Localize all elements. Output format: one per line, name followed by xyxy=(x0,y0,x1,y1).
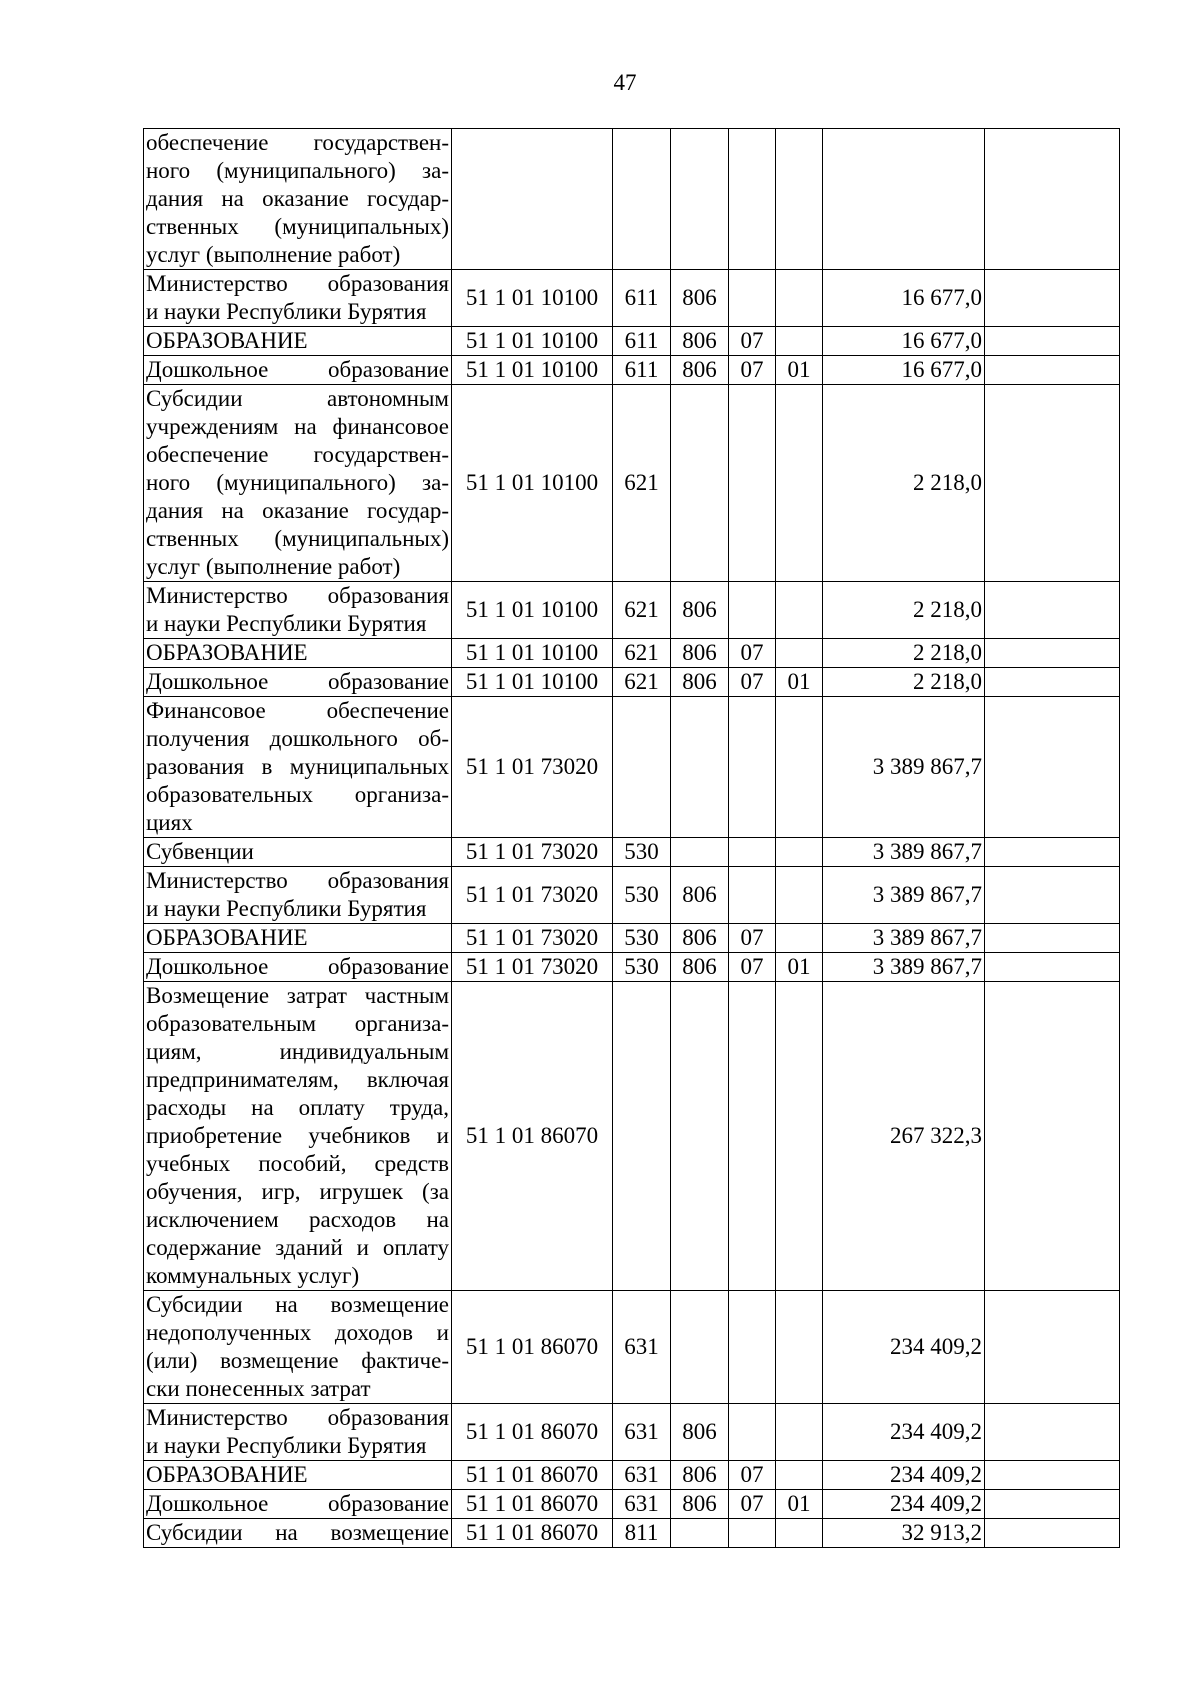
amount-cell: 3 389 867,7 xyxy=(823,924,985,953)
section-code-cell: 07 xyxy=(729,639,776,668)
row-name-cell xyxy=(144,1404,452,1461)
row-name-cell xyxy=(144,924,452,953)
amount-cell: 234 409,2 xyxy=(823,1490,985,1519)
table-row xyxy=(144,867,1120,924)
empty-column-cell xyxy=(985,327,1120,356)
table-row xyxy=(144,1291,1120,1404)
amount-cell: 16 677,0 xyxy=(823,356,985,385)
expense-type-code-cell: 621 xyxy=(613,668,671,697)
ministry-code-cell xyxy=(671,1519,729,1548)
empty-column-cell xyxy=(985,639,1120,668)
amount-cell: 3 389 867,7 xyxy=(823,867,985,924)
section-code-cell xyxy=(729,270,776,327)
expense-type-code-cell xyxy=(613,982,671,1291)
row-name: ОБРАЗОВАНИЕ xyxy=(146,328,308,353)
row-name: Дошкольное образование xyxy=(146,669,449,694)
row-name-cell xyxy=(144,1490,452,1519)
target-article-code-cell: 51 1 01 10100 xyxy=(452,668,613,697)
section-code-cell: 07 xyxy=(729,1490,776,1519)
target-article-code-cell: 51 1 01 10100 xyxy=(452,356,613,385)
row-name: Министерство образования и науки Республики Бурятия xyxy=(146,271,449,324)
row-name-cell xyxy=(144,385,452,582)
section-code-cell: 07 xyxy=(729,953,776,982)
section-code-cell: 07 xyxy=(729,924,776,953)
target-article-code-cell: 51 1 01 10100 xyxy=(452,385,613,582)
subsection-code-cell xyxy=(776,1291,823,1404)
row-name-cell xyxy=(144,356,452,385)
ministry-code-cell: 806 xyxy=(671,582,729,639)
amount-cell: 267 322,3 xyxy=(823,982,985,1291)
table-row xyxy=(144,668,1120,697)
row-name: Дошкольное образование xyxy=(146,357,449,382)
ministry-code-cell xyxy=(671,838,729,867)
target-article-code-cell xyxy=(452,129,613,270)
amount-cell: 2 218,0 xyxy=(823,639,985,668)
subsection-code-cell xyxy=(776,129,823,270)
row-name-cell xyxy=(144,582,452,639)
section-code-cell xyxy=(729,129,776,270)
ministry-code-cell: 806 xyxy=(671,867,729,924)
section-code-cell xyxy=(729,982,776,1291)
subsection-code-cell xyxy=(776,838,823,867)
ministry-code-cell xyxy=(671,385,729,582)
section-code-cell xyxy=(729,1404,776,1461)
expense-type-code-cell: 530 xyxy=(613,838,671,867)
row-name: Субсидии автономным учреждениям на финансовое обеспечение государствен- ного (муниципального) за- дания на оказание государ- ственных (муниципальных) услуг (выполнение работ) xyxy=(146,386,449,579)
target-article-code-cell: 51 1 01 10100 xyxy=(452,327,613,356)
table-row xyxy=(144,327,1120,356)
table-row xyxy=(144,1404,1120,1461)
table-row xyxy=(144,838,1120,867)
expense-type-code-cell xyxy=(613,697,671,838)
row-name-cell xyxy=(144,639,452,668)
section-code-cell xyxy=(729,582,776,639)
ministry-code-cell: 806 xyxy=(671,1461,729,1490)
target-article-code-cell: 51 1 01 73020 xyxy=(452,953,613,982)
subsection-code-cell xyxy=(776,270,823,327)
expense-type-code-cell: 530 xyxy=(613,953,671,982)
target-article-code-cell: 51 1 01 73020 xyxy=(452,924,613,953)
subsection-code-cell: 01 xyxy=(776,356,823,385)
amount-cell xyxy=(823,129,985,270)
subsection-code-cell xyxy=(776,867,823,924)
row-name-cell xyxy=(144,953,452,982)
target-article-code-cell: 51 1 01 73020 xyxy=(452,838,613,867)
amount-cell: 234 409,2 xyxy=(823,1404,985,1461)
row-name: Возмещение затрат частным образовательным организа- циям, индивидуальным предпринимателям, включая расходы на оплату труда, приобретение учебников и учебных пособий, средств обучения, игр, игрушек (за исключением расходов на содержание зданий и оплату коммунальных услуг) xyxy=(146,983,449,1288)
expense-type-code-cell: 631 xyxy=(613,1291,671,1404)
empty-column-cell xyxy=(985,982,1120,1291)
row-name: ОБРАЗОВАНИЕ xyxy=(146,640,308,665)
target-article-code-cell: 51 1 01 86070 xyxy=(452,1404,613,1461)
row-name-cell xyxy=(144,867,452,924)
expense-type-code-cell: 631 xyxy=(613,1404,671,1461)
target-article-code-cell: 51 1 01 86070 xyxy=(452,1291,613,1404)
row-name-cell xyxy=(144,129,452,270)
row-name: Субвенции xyxy=(146,839,254,864)
row-name: Министерство образования и науки Республики Бурятия xyxy=(146,1405,449,1458)
target-article-code-cell: 51 1 01 73020 xyxy=(452,697,613,838)
subsection-code-cell xyxy=(776,582,823,639)
subsection-code-cell xyxy=(776,639,823,668)
target-article-code-cell: 51 1 01 86070 xyxy=(452,1490,613,1519)
amount-cell: 234 409,2 xyxy=(823,1291,985,1404)
empty-column-cell xyxy=(985,1519,1120,1548)
table-row xyxy=(144,385,1120,582)
amount-cell: 3 389 867,7 xyxy=(823,953,985,982)
amount-cell: 3 389 867,7 xyxy=(823,697,985,838)
subsection-code-cell: 01 xyxy=(776,1490,823,1519)
row-name-cell xyxy=(144,1461,452,1490)
table-row xyxy=(144,697,1120,838)
table-row xyxy=(144,582,1120,639)
expense-type-code-cell: 611 xyxy=(613,327,671,356)
ministry-code-cell: 806 xyxy=(671,270,729,327)
section-code-cell xyxy=(729,838,776,867)
amount-cell: 32 913,2 xyxy=(823,1519,985,1548)
row-name: ОБРАЗОВАНИЕ xyxy=(146,1462,308,1487)
subsection-code-cell xyxy=(776,1461,823,1490)
empty-column-cell xyxy=(985,385,1120,582)
row-name: Финансовое обеспечение получения дошкольного об- разования в муниципальных образовательных организа- циях xyxy=(146,698,449,835)
empty-column-cell xyxy=(985,838,1120,867)
table-row xyxy=(144,924,1120,953)
ministry-code-cell: 806 xyxy=(671,356,729,385)
target-article-code-cell: 51 1 01 10100 xyxy=(452,270,613,327)
row-name-cell xyxy=(144,838,452,867)
amount-cell: 234 409,2 xyxy=(823,1461,985,1490)
subsection-code-cell xyxy=(776,924,823,953)
empty-column-cell xyxy=(985,1404,1120,1461)
ministry-code-cell xyxy=(671,697,729,838)
ministry-code-cell: 806 xyxy=(671,639,729,668)
section-code-cell: 07 xyxy=(729,356,776,385)
section-code-cell xyxy=(729,1519,776,1548)
row-name: Дошкольное образование xyxy=(146,1491,449,1516)
empty-column-cell xyxy=(985,867,1120,924)
row-name: Дошкольное образование xyxy=(146,954,449,979)
row-name: Министерство образования и науки Республики Бурятия xyxy=(146,868,449,921)
empty-column-cell xyxy=(985,270,1120,327)
expense-type-code-cell: 621 xyxy=(613,385,671,582)
row-name: Министерство образования и науки Республики Бурятия xyxy=(146,583,449,636)
expense-type-code-cell: 631 xyxy=(613,1490,671,1519)
target-article-code-cell: 51 1 01 86070 xyxy=(452,1461,613,1490)
ministry-code-cell xyxy=(671,129,729,270)
ministry-code-cell: 806 xyxy=(671,1404,729,1461)
section-code-cell xyxy=(729,867,776,924)
row-name: Субсидии на возмещение xyxy=(146,1520,449,1545)
table-row xyxy=(144,982,1120,1291)
amount-cell: 2 218,0 xyxy=(823,385,985,582)
budget-table-body xyxy=(144,129,1120,1548)
section-code-cell: 07 xyxy=(729,668,776,697)
section-code-cell: 07 xyxy=(729,1461,776,1490)
section-code-cell xyxy=(729,1291,776,1404)
target-article-code-cell: 51 1 01 10100 xyxy=(452,582,613,639)
subsection-code-cell xyxy=(776,385,823,582)
amount-cell: 16 677,0 xyxy=(823,270,985,327)
target-article-code-cell: 51 1 01 86070 xyxy=(452,982,613,1291)
empty-column-cell xyxy=(985,668,1120,697)
subsection-code-cell: 01 xyxy=(776,953,823,982)
section-code-cell: 07 xyxy=(729,327,776,356)
subsection-code-cell xyxy=(776,1519,823,1548)
expense-type-code-cell: 611 xyxy=(613,270,671,327)
ministry-code-cell: 806 xyxy=(671,327,729,356)
subsection-code-cell xyxy=(776,327,823,356)
empty-column-cell xyxy=(985,356,1120,385)
table-row xyxy=(144,356,1120,385)
table-row xyxy=(144,639,1120,668)
expense-type-code-cell: 611 xyxy=(613,356,671,385)
expense-type-code-cell: 621 xyxy=(613,582,671,639)
table-row xyxy=(144,129,1120,270)
expense-type-code-cell: 530 xyxy=(613,924,671,953)
target-article-code-cell: 51 1 01 86070 xyxy=(452,1519,613,1548)
row-name-cell xyxy=(144,327,452,356)
table-row xyxy=(144,1490,1120,1519)
row-name-cell xyxy=(144,1519,452,1548)
amount-cell: 3 389 867,7 xyxy=(823,838,985,867)
ministry-code-cell: 806 xyxy=(671,668,729,697)
empty-column-cell xyxy=(985,129,1120,270)
subsection-code-cell xyxy=(776,697,823,838)
empty-column-cell xyxy=(985,1461,1120,1490)
table-row xyxy=(144,1519,1120,1548)
empty-column-cell xyxy=(985,924,1120,953)
subsection-code-cell: 01 xyxy=(776,668,823,697)
budget-table xyxy=(143,128,1120,1548)
ministry-code-cell: 806 xyxy=(671,924,729,953)
expense-type-code-cell: 621 xyxy=(613,639,671,668)
target-article-code-cell: 51 1 01 10100 xyxy=(452,639,613,668)
row-name-cell xyxy=(144,270,452,327)
amount-cell: 2 218,0 xyxy=(823,582,985,639)
row-name-cell xyxy=(144,668,452,697)
row-name: ОБРАЗОВАНИЕ xyxy=(146,925,308,950)
empty-column-cell xyxy=(985,1291,1120,1404)
expense-type-code-cell: 631 xyxy=(613,1461,671,1490)
amount-cell: 2 218,0 xyxy=(823,668,985,697)
ministry-code-cell xyxy=(671,982,729,1291)
empty-column-cell xyxy=(985,1490,1120,1519)
ministry-code-cell: 806 xyxy=(671,1490,729,1519)
expense-type-code-cell: 811 xyxy=(613,1519,671,1548)
row-name-cell xyxy=(144,1291,452,1404)
table-row xyxy=(144,953,1120,982)
section-code-cell xyxy=(729,385,776,582)
empty-column-cell xyxy=(985,582,1120,639)
row-name: Субсидии на возмещение недополученных доходов и (или) возмещение фактиче- ски понесенных затрат xyxy=(146,1292,449,1401)
section-code-cell xyxy=(729,697,776,838)
row-name-cell xyxy=(144,697,452,838)
table-row xyxy=(144,1461,1120,1490)
target-article-code-cell: 51 1 01 73020 xyxy=(452,867,613,924)
empty-column-cell xyxy=(985,697,1120,838)
empty-column-cell xyxy=(985,953,1120,982)
table-row xyxy=(144,270,1120,327)
subsection-code-cell xyxy=(776,1404,823,1461)
page-number: 47 xyxy=(613,70,637,95)
ministry-code-cell xyxy=(671,1291,729,1404)
row-name-cell xyxy=(144,982,452,1291)
expense-type-code-cell: 530 xyxy=(613,867,671,924)
expense-type-code-cell xyxy=(613,129,671,270)
amount-cell: 16 677,0 xyxy=(823,327,985,356)
subsection-code-cell xyxy=(776,982,823,1291)
ministry-code-cell: 806 xyxy=(671,953,729,982)
row-name: обеспечение государствен- ного (муниципального) за- дания на оказание государ- ственных (муниципальных) услуг (выполнение работ) xyxy=(146,130,449,267)
